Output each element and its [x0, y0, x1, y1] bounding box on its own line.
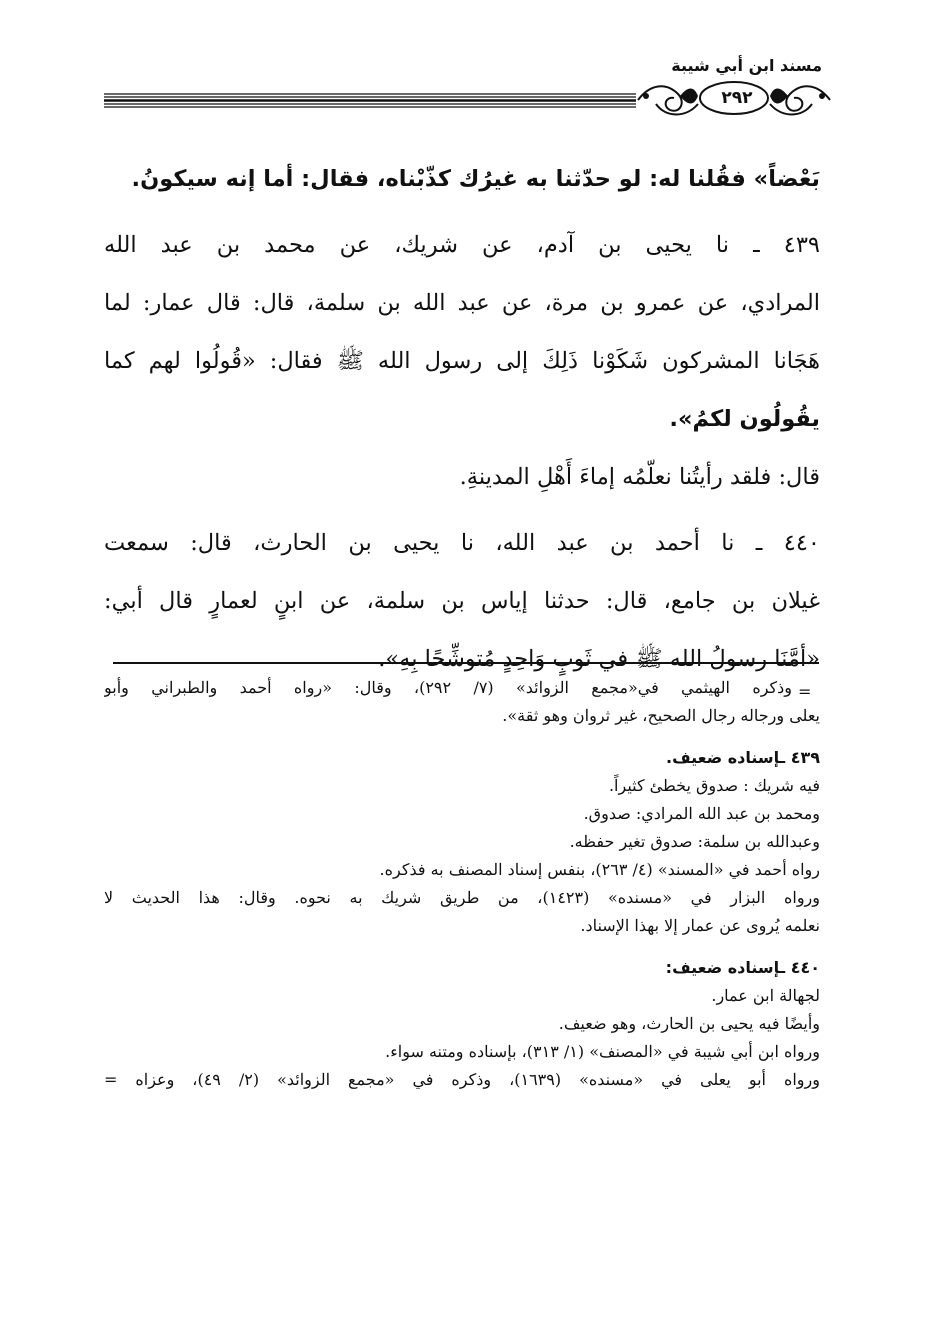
footnote-440-line-1: لجهالة ابن عمار.	[711, 986, 820, 1005]
hadith-439-line-2: المرادي، عن عمرو بن مرة، عن عبد الله بن سلمة، قال: قال عمار: لما	[104, 290, 820, 316]
footnote-440-line-2: وأيضًا فيه يحيى بن الحارث، وهو ضعيف.	[558, 1014, 820, 1033]
footnote-440-line-4: ورواه أبو يعلى في «مسنده» (١٦٣٩)، وذكره في «مجمع الزوائد» (٢/ ٤٩)، وعزاه =	[104, 1070, 820, 1089]
hadith-440-line-2: غيلان بن جامع، قال: حدثنا إياس بن سلمة، عن ابنٍ لعمارٍ قال أبي:	[104, 588, 820, 614]
footnote-439-line-6: نعلمه يُروى عن عمار إلا بهذا الإسناد.	[580, 916, 820, 935]
footnote-439-heading: ٤٣٩ ـإسناده ضعيف.	[666, 748, 820, 767]
footnote-439-line-4: رواه أحمد في «المسند» (٤/ ٢٦٣)، بنفس إسناد المصنف به فذكره.	[379, 860, 820, 879]
hadith-440-line-1: ٤٤٠ ـ نا أحمد بن عبد الله، نا يحيى بن الحارث، قال: سمعت	[104, 530, 820, 556]
continuation-line: بَعْضاً» فقُلنا له: لو حدّثنا به غيرُك كذّبْناه، فقال: أما إنه سيكونُ.	[131, 166, 820, 192]
hadith-439-line-4: يقُولُون لكمُ».	[669, 406, 820, 432]
footnote-cont-line-2: يعلى ورجاله رجال الصحيح، غير ثروان وهو ثقة».	[502, 706, 820, 725]
footnote-439-line-1: فيه شريك : صدوق يخطئ كثيراً.	[608, 776, 820, 795]
footnote-439-line-2: ومحمد بن عبد الله المرادي: صدوق.	[583, 804, 820, 823]
main-text	[104, 150, 820, 688]
page-number: ٢٩٢	[721, 88, 753, 108]
footnote-440-heading: ٤٤٠ ـإسناده ضعيف:	[665, 958, 820, 977]
footnote-cont-line-1: وذكره الهيثمي في«مجمع الزوائد» (٧/ ٢٩٢)، وقال: «رواه أحمد والطبراني وأبو	[104, 678, 792, 697]
continuation-mark: =	[798, 682, 812, 701]
book-title: مسند ابن أبي شيبة	[671, 56, 822, 75]
footnotes	[104, 674, 820, 1094]
hadith-440-line-3: «أمَّنَا رسولُ الله ﷺ في ثَوبٍ وَاحِدٍ مُتوشِّحًا بِهِ».	[378, 646, 820, 672]
footnote-439-line-5: ورواه البزار في «مسنده» (١٤٢٣)، من طريق شريك به نحوه. وقال: هذا الحديث لا	[104, 888, 820, 907]
footnote-divider	[113, 662, 819, 664]
hadith-439-line-5: قال: فلقد رأيتُنا نعلّمُه إماءَ أَهْلِ المدينةِ.	[459, 464, 820, 490]
footnote-439-line-3: وعبدالله بن سلمة: صدوق تغير حفظه.	[569, 832, 820, 851]
header-rule	[104, 93, 636, 108]
hadith-439-line-1: ٤٣٩ ـ نا يحيى بن آدم، عن شريك، عن محمد بن عبد الله	[104, 232, 820, 258]
footnote-440-line-3: ورواه ابن أبي شيبة في «المصنف» (١/ ٣١٣)، بإسناده ومتنه سواء.	[385, 1042, 820, 1061]
hadith-439-line-3: هَجَانا المشركون شَكَوْنا ذَلِكَ إلى رسول الله ﷺ فقال: «قُولُوا لهم كما	[104, 348, 820, 374]
